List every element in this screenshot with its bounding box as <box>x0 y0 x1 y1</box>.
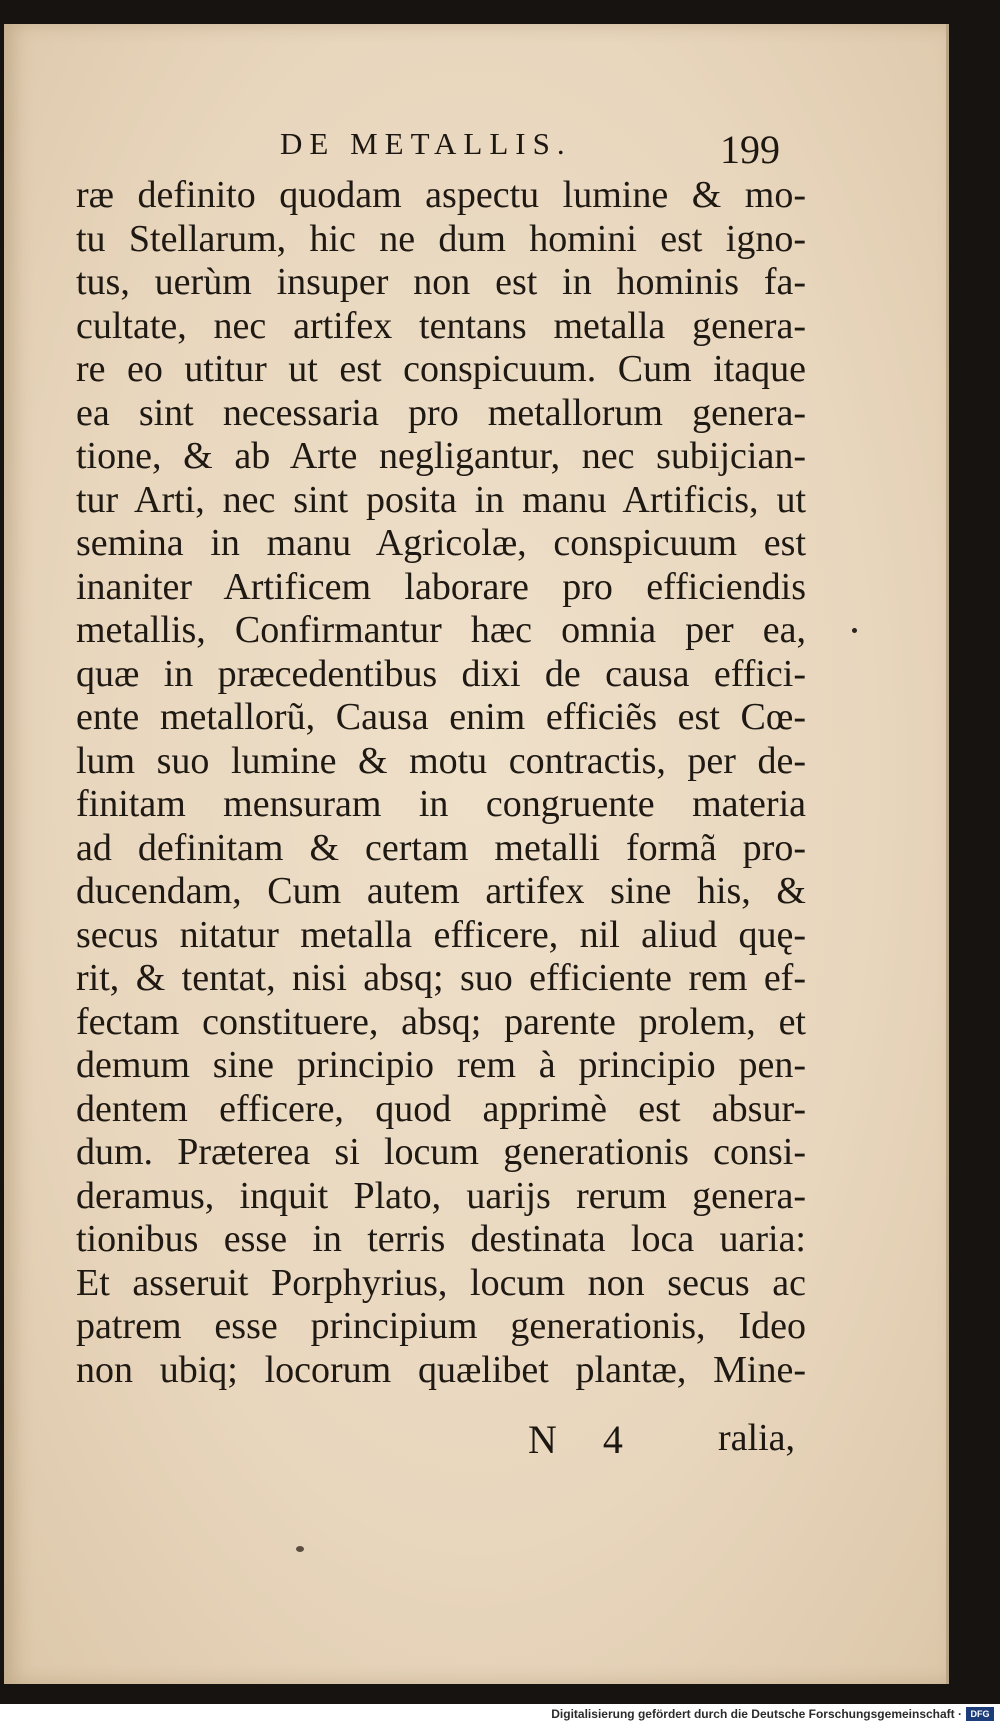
text-line: metallis, Confirmantur hæc omnia per ea, <box>76 609 806 651</box>
text-line: non ubiq; locorum quælibet plantæ, Mine- <box>76 1348 806 1391</box>
text-line: finitam mensuram in congruente materia <box>76 783 806 825</box>
text-line: cultate, nec artifex tentans metalla genera- <box>76 304 806 347</box>
page-number: 199 <box>720 127 780 172</box>
catchword: ralia, <box>718 1417 796 1459</box>
ink-speck <box>296 1546 304 1552</box>
text-line: tus, uerùm insuper non est in hominis fa- <box>76 261 806 303</box>
running-head: DE METALLIS. <box>280 126 572 161</box>
text-line: re eo utitur ut est conspicuum. Cum itaque <box>76 348 806 390</box>
text-line: deramus, inquit Plato, uarijs rerum genera- <box>76 1174 806 1217</box>
text-line: rit, & tentat, nisi absq; suo efficiente rem ef- <box>76 957 806 999</box>
text-line: inaniter Artificem laborare pro efficiendis <box>76 565 806 608</box>
text-line: tu Stellarum, hic ne dum homini est igno- <box>76 217 806 260</box>
signature-mark: N 4 <box>528 1417 641 1462</box>
text-line: secus nitatur metalla efficere, nil aliud quę- <box>76 913 806 956</box>
text-line: dentem efficere, quod apprimè est absur- <box>76 1087 806 1130</box>
text-line: tur Arti, nec sint posita in manu Artificis, ut <box>76 478 806 521</box>
footer-credit: Digitalisierung gefördert durch die Deutsche Forschungsgemeinschaft · <box>551 1707 962 1721</box>
text-line: lum suo lumine & motu contractis, per de- <box>76 739 806 782</box>
text-line: fectam constituere, absq; parente prolem, et <box>76 1000 806 1043</box>
text-line: ea sint necessaria pro metallorum genera- <box>76 391 806 434</box>
text-line: demum sine principio rem à principio pen- <box>76 1044 806 1086</box>
ink-speck <box>852 628 857 633</box>
text-line: ente metallorũ, Causa enim efficiẽs est Cœ- <box>76 696 806 738</box>
text-line: ræ definito quodam aspectu lumine & mo- <box>76 174 806 216</box>
text-line: quæ in præcedentibus dixi de causa effici- <box>76 652 806 695</box>
text-line: tione, & ab Arte negligantur, nec subijcian- <box>76 435 806 477</box>
text-line: ad definitam & certam metalli formã pro- <box>76 826 806 869</box>
text-line: ducendam, Cum autem artifex sine his, & <box>76 870 806 912</box>
text-line: semina in manu Agricolæ, conspicuum est <box>76 522 806 564</box>
text-line: patrem esse principium generationis, Ideo <box>76 1305 806 1347</box>
text-line: Et asseruit Porphyrius, locum non secus ac <box>76 1261 806 1304</box>
text-line: dum. Præterea si locum generationis consi- <box>76 1131 806 1173</box>
text-block <box>76 174 806 1392</box>
text-line: tionibus esse in terris destinata loca uaria: <box>76 1218 806 1260</box>
dfg-logo: DFG <box>966 1707 994 1721</box>
